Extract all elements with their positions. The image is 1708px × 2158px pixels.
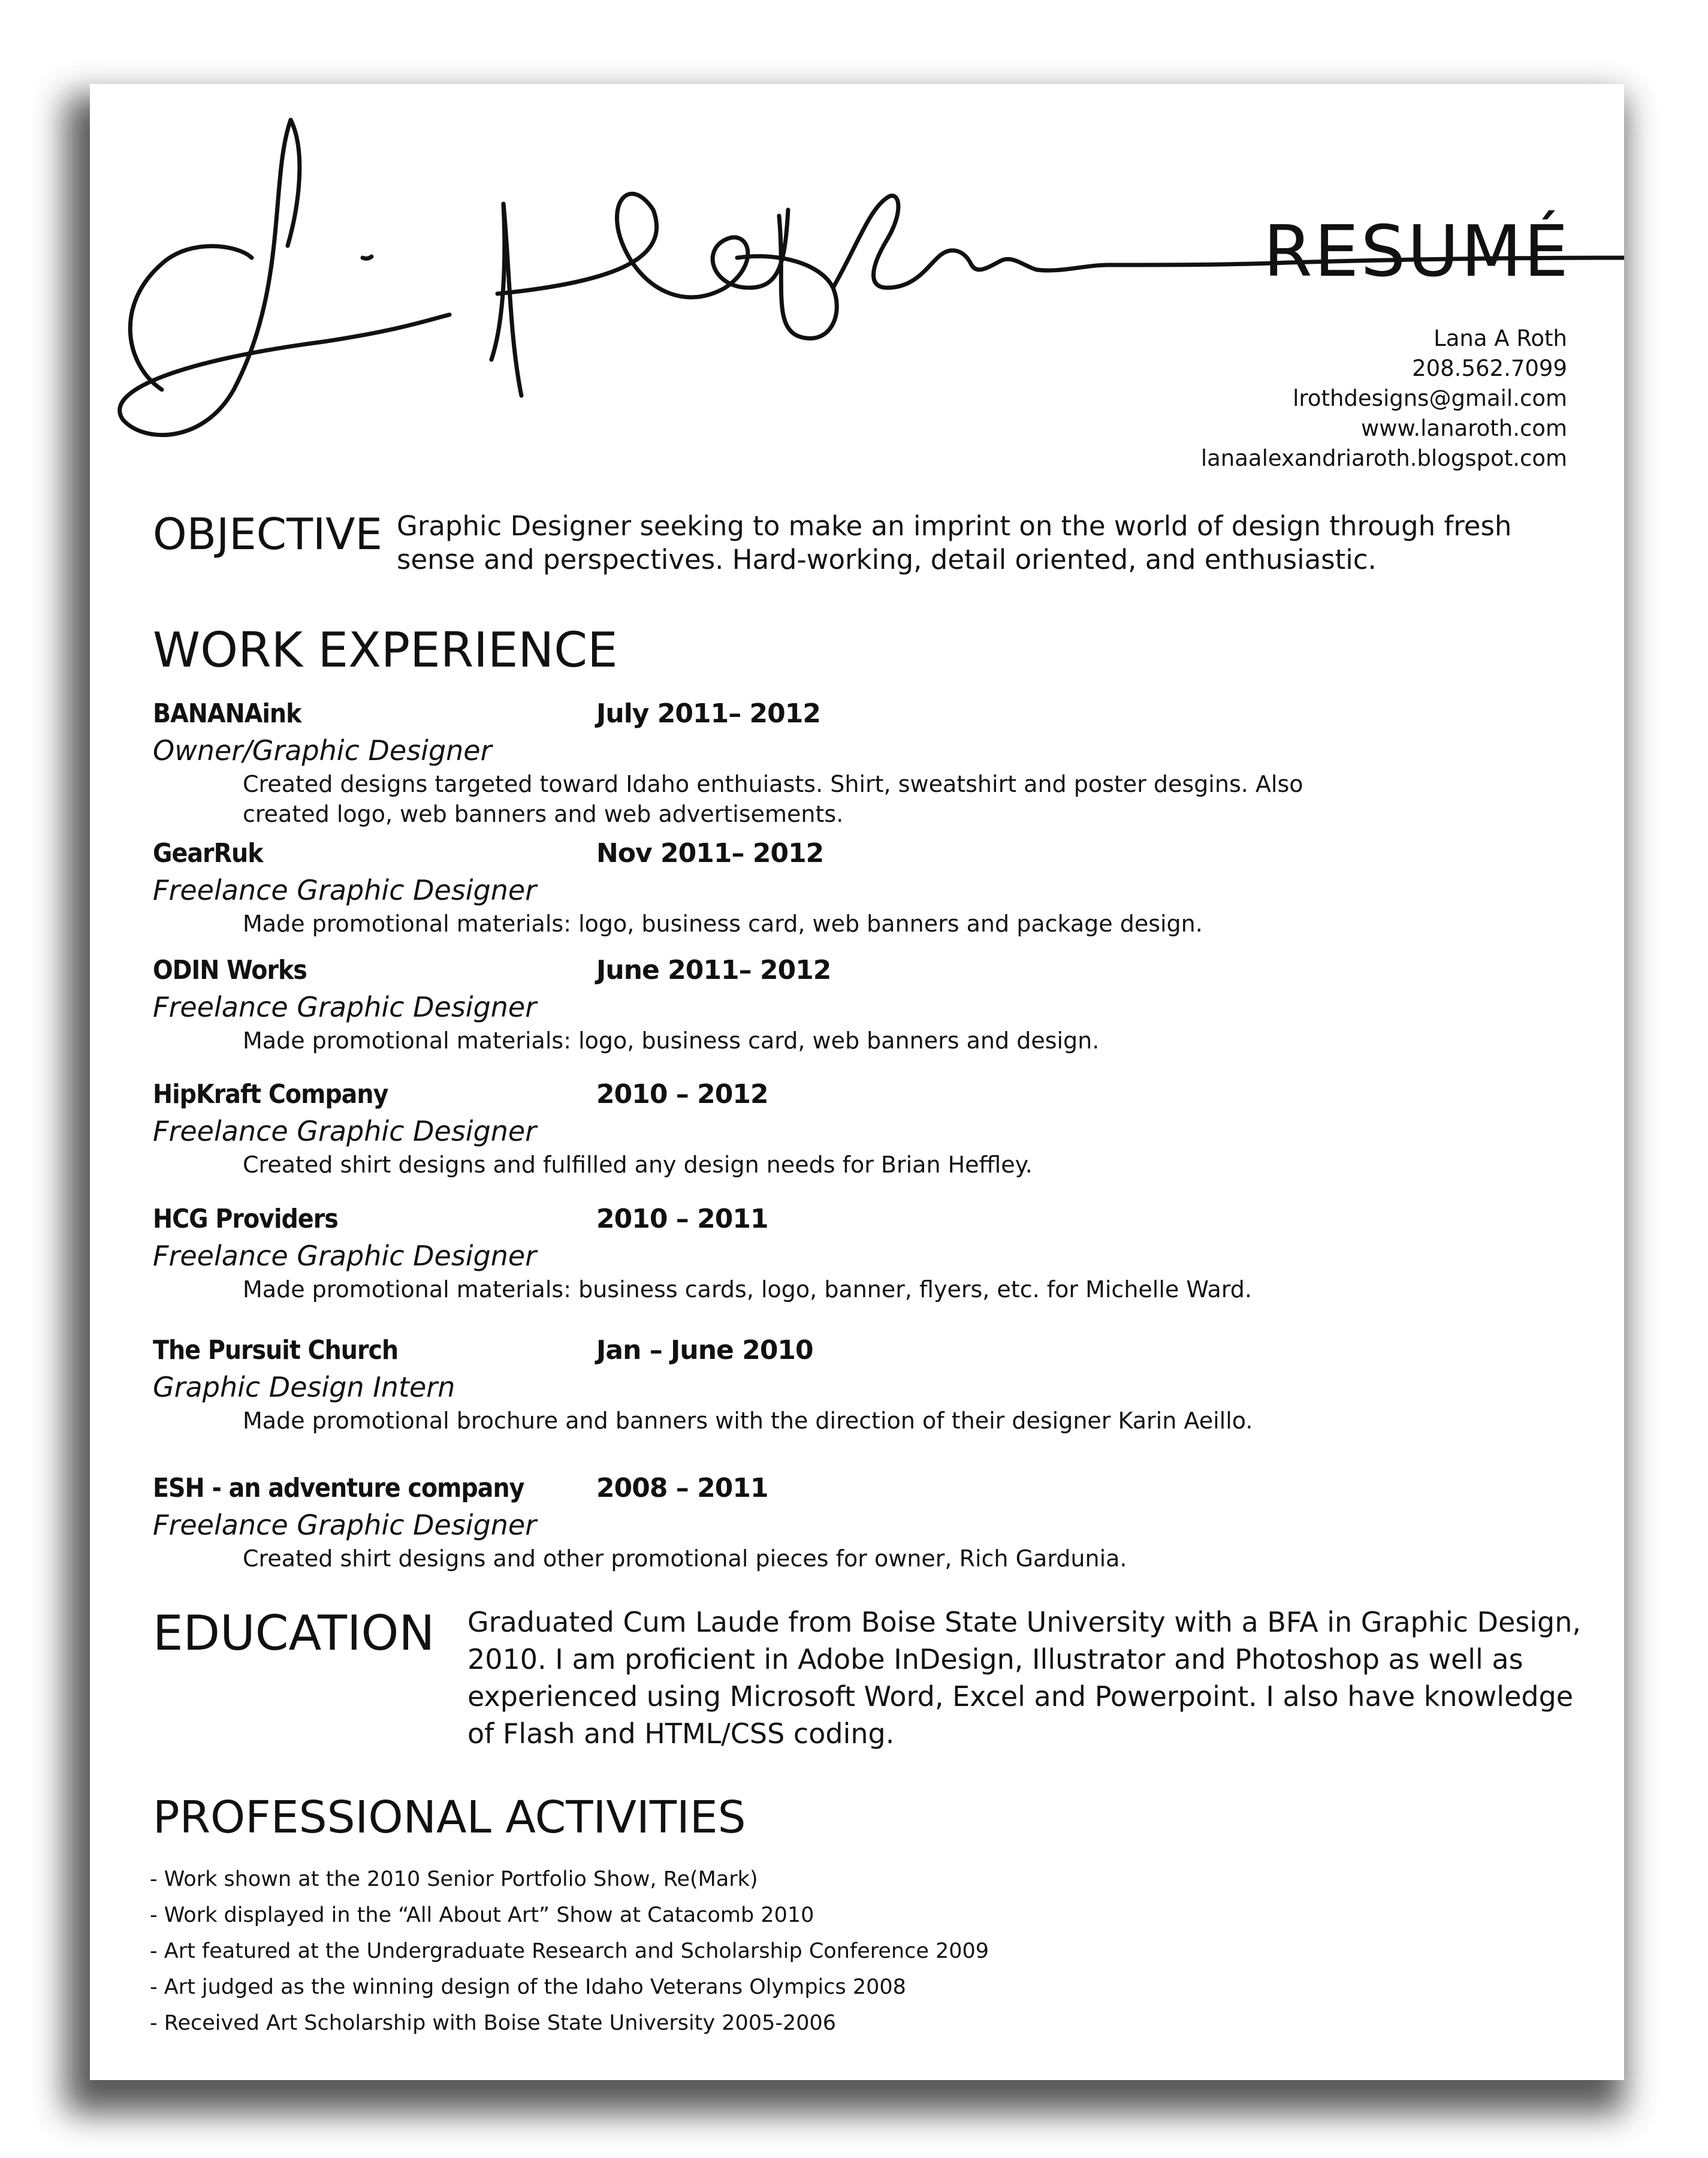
job-description: Made promotional materials: logo, business card, web banners and design. [243,1027,1100,1054]
contact-name: Lana A Roth [1434,325,1567,351]
list-item: - Art judged as the winning design of the Idaho Veterans Olympics 2008 [150,1975,906,1999]
job-role: Freelance Graphic Designer [153,1240,537,1272]
job-role: Owner/Graphic Designer [153,734,492,767]
resume-page [90,84,1624,2080]
job-dates: June 2011– 2012 [596,955,831,985]
education-text: Graduated Cum Laude from Boise State University with a BFA in Graphic Design, 2010. I am proficient in Adobe InDesign, Illustrator and Photoshop as well as experienced using Microsoft Word, Excel and Powerpoint. I also have knowledge of Flash and HTML/CSS coding. [467,1606,1582,1750]
job-description: Made promotional materials: business cards, logo, banner, flyers, etc. for Michelle Ward. [243,1276,1252,1303]
job-role: Freelance Graphic Designer [153,1509,537,1541]
contact-email[interactable]: lrothdesigns@gmail.com [1293,385,1567,411]
job-role: Graphic Design Intern [153,1371,455,1403]
activities-list [150,1861,989,2041]
job-description: Created shirt designs and fulfilled any design needs for Brian Heffley. [243,1152,1033,1178]
job-company: ODIN Works [153,955,307,985]
professional-activities-heading: PROFESSIONAL ACTIVITIES [153,1792,746,1843]
job-description: Made promotional materials: logo, business card, web banners and package design. [243,911,1203,937]
job-dates: 2008 – 2011 [596,1473,768,1503]
work-experience-heading: WORK EXPERIENCE [153,622,618,678]
list-item: - Art featured at the Undergraduate Research and Scholarship Conference 2009 [150,1939,989,1963]
objective-heading: OBJECTIVE [153,509,383,559]
education-heading: EDUCATION [153,1605,435,1661]
job-dates: 2010 – 2011 [596,1204,768,1234]
list-item: - Work shown at the 2010 Senior Portfolio Show, Re(Mark) [150,1867,758,1891]
job-description: Created shirt designs and other promotional pieces for owner, Rich Gardunia. [243,1545,1127,1572]
contact-phone: 208.562.7099 [1412,355,1567,381]
job-company: HipKraft Company [153,1079,388,1110]
job-role: Freelance Graphic Designer [153,991,537,1023]
contact-blog[interactable]: lanaalexandriaroth.blogspot.com [1200,445,1567,471]
job-role: Freelance Graphic Designer [153,874,537,906]
job-dates: Jan – June 2010 [596,1335,813,1366]
job-dates: Nov 2011– 2012 [596,838,824,869]
job-company: ESH - an adventure company [153,1473,524,1503]
list-item: - Work displayed in the “All About Art” Show at Catacomb 2010 [150,1903,814,1927]
resume-title: RESUMÉ [1263,210,1570,293]
job-company: HCG Providers [153,1204,338,1234]
job-dates: July 2011– 2012 [596,698,821,729]
job-dates: 2010 – 2012 [596,1079,768,1110]
job-company: The Pursuit Church [153,1335,399,1366]
job-company: BANANAink [153,698,301,729]
list-item: - Received Art Scholarship with Boise State University 2005-2006 [150,2011,837,2035]
objective-text: Graphic Designer seeking to make an imprint on the world of design through fresh sense and perspectives. Hard-working, detail oriented, and enthusiastic. [397,510,1512,575]
contact-website[interactable]: www.lanaroth.com [1360,415,1567,441]
contact-block [1201,324,1567,474]
job-description: Made promotional brochure and banners with the direction of their designer Karin Aeillo. [243,1407,1253,1434]
job-company: GearRuk [153,838,263,869]
job-role: Freelance Graphic Designer [153,1115,537,1147]
job-description: Created designs targeted toward Idaho enthuiasts. Shirt, sweatshirt and poster desgins. Also created logo, web banners and web advertisements. [243,771,1303,827]
